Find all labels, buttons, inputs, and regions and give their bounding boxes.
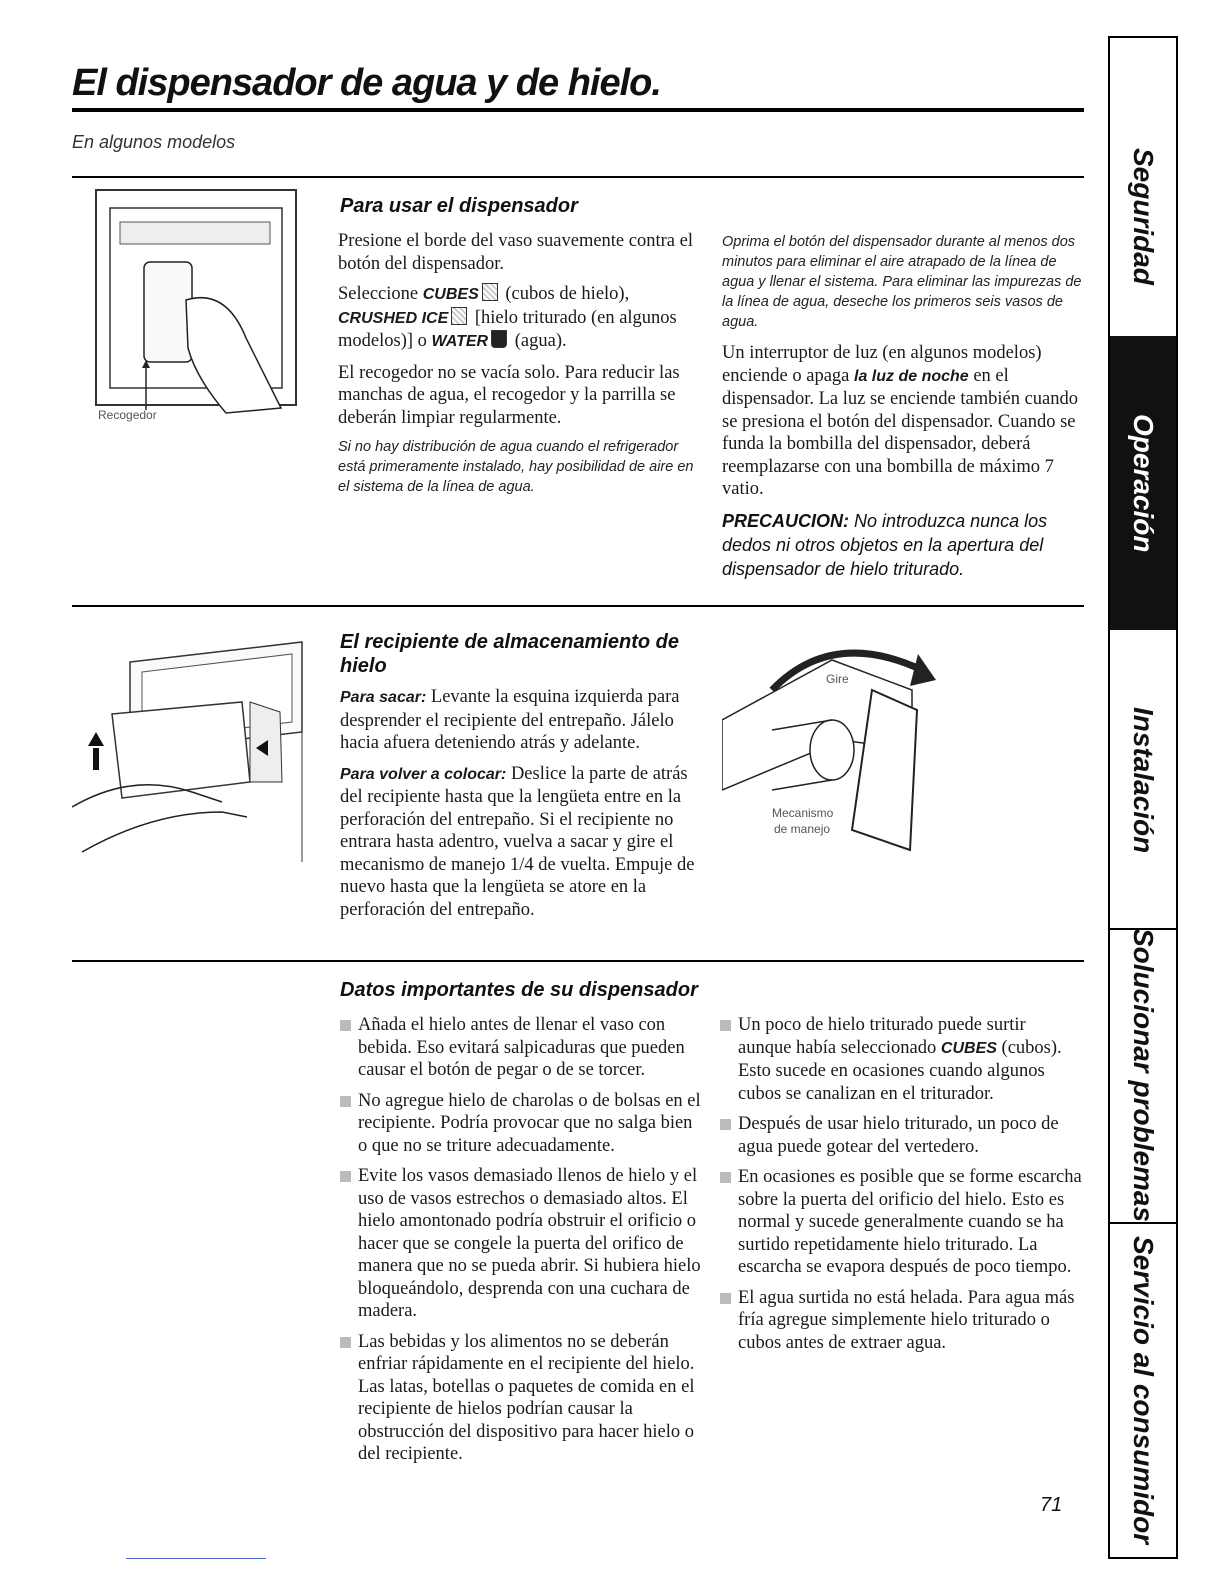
note: Oprima el botón del dispensador durante al menos dos minutos para eliminar el aire atrapado de la línea de agua y llenar el sistema. Para eliminar las impurezas de la línea de agua, deseche los primeros seis vasos de agua. [722,234,1082,330]
section-tabs [1108,36,1178,1559]
list-item: Evite los vasos demasiado llenos de hielo y el uso de vasos estrechos o demasiado altos. El hielo amontonado podría obstruir el orificio o hacer que se congele la puerta del orifico de manera que no se pueda abrir. Si hubiera hielo bloqueándolo, desprenda con una cuchara de madera. [340,1165,702,1323]
tab-servicio[interactable]: Servicio al consumidor [1128,1236,1159,1545]
crushed-ice-icon [451,307,467,325]
list-item: Después de usar hielo triturado, un poco de agua puede gotear del vertedero. [720,1113,1082,1158]
section-divider [72,960,1084,962]
section-heading-recipiente: El recipiente de almacenamiento de hielo [340,631,680,677]
ice-bin-figure [72,622,320,876]
section-body-usar [338,230,698,505]
list-item: Añada el hielo antes de llenar el vaso con bebida. Eso evitará salpicaduras que pueden causar el botón de pegar o de se torcer. [340,1014,702,1082]
list-item: Las bebidas y los alimentos no se deberán enfriar rápidamente en el recipiente del hielo. Las latas, botellas o paquetes de comida en el recipiente de hielos podrían causar la obstrucción del dispositivo para hacer hielo o del recipiente. [340,1331,702,1466]
section-divider [72,176,1084,178]
tab-solucionar[interactable]: Solucionar problemas [1128,927,1159,1223]
paragraph: Presione el borde del vaso suavemente contra el botón del dispensador. [338,231,693,274]
dispenser-figure [76,188,312,432]
title-rule [72,108,1084,112]
figure-label-recogedor: Recogedor [98,408,157,422]
keyword-crushed-ice: CRUSHED ICE [338,309,449,327]
tab-seguridad[interactable]: Seguridad [1128,147,1159,285]
tips-list-right [720,1014,1082,1362]
cubes-icon [482,283,498,301]
page-subtitle: En algunos modelos [72,132,236,152]
figure-label-mechanism: Mecanismo [772,806,834,820]
list-item: Un poco de hielo triturado puede surtir aunque había seleccionado CUBES (cubos). Esto sucede en ocasiones cuando algunos cubos se canalizan en el triturador. [720,1014,1082,1105]
figure-label-mechanism-2: de manejo [774,822,831,836]
paragraph: El recogedor no se vacía solo. Para reducir las manchas de agua, el recogedor y la parrilla se deberán limpiar regularmente. [338,362,680,428]
section-body-usar-right [722,232,1082,581]
page-number: 71 [1040,1494,1063,1516]
drive-mechanism-figure [722,630,962,860]
paragraph-remove: Para sacar: Levante la esquina izquierda para desprender el recipiente del entrepaño. Jálelo hacia afuera deteniendo atrás y adelante. [340,687,680,753]
paragraph-replace: Para volver a colocar: Deslice la parte de atrás del recipiente hasta que la lengüeta entre en la perforación del entrepaño. Si el recipiente no entrara hasta adentro, vuelva a sacar y gire el mecanismo de manejo 1/4 de vuelta. Empuje de nuevo hasta que la lengüeta se atore en la perforación del entrepaño. [340,763,695,920]
paragraph-nightlight: Un interruptor de luz (en algunos modelos) enciende o apaga la luz de noche en el dispensador. La luz se enciende también cuando se presiona el botón del dispensador. Cuando se funda la bombilla del dispensador, deberá reemplazarse con una bombilla de máximo 7 vatio. [722,343,1078,499]
list-item: El agua surtida no está helada. Para agua más fría agregue simplemente hielo triturado o cubos antes de extraer agua. [720,1287,1082,1355]
figure-label-gire: Gire [826,672,849,686]
paragraph-select: Seleccione CUBES (cubos de hielo), CRUSHED ICE [hielo triturado (en algunos modelos)] o WATER (agua). [338,284,677,351]
list-item: En ocasiones es posible que se forme escarcha sobre la puerta del orificio del hielo. Esto es normal y sucede generalmente cuando se ha surtido repetidamente hielo triturado. La escarcha se evapora después de poco tiempo. [720,1166,1082,1279]
section-heading-usar: Para usar el dispensador [340,195,578,217]
page-title: El dispensador de agua y de hielo. [72,62,661,104]
tab-operacion[interactable]: Operación [1110,336,1176,630]
tab-instalacion[interactable]: Instalación [1128,706,1159,854]
section-heading-datos: Datos importantes de su dispensador [340,979,698,1001]
footer-line [126,1558,266,1559]
keyword-water: WATER [431,333,489,350]
section-body-recipiente [340,686,700,929]
tips-list-left [340,1014,702,1474]
section-divider [72,605,1084,607]
water-icon [491,330,507,348]
note: Si no hay distribución de agua cuando el refrigerador está primeramente instalado, hay posibilidad de aire en el sistema de la línea de agua. [338,439,694,495]
keyword-cubes: CUBES [940,1039,997,1057]
list-item: No agregue hielo de charolas o de bolsas en el recipiente. Podría provocar que no salga bien o que no se triture adecuadamente. [340,1090,702,1158]
caution-text: PRECAUCION: No introduzca nunca los dedos ni otros objetos en la apertura del dispensador de hielo triturado. [722,510,1048,579]
keyword-night-light: la luz de noche [854,367,969,385]
keyword-cubes: CUBES [422,286,479,303]
